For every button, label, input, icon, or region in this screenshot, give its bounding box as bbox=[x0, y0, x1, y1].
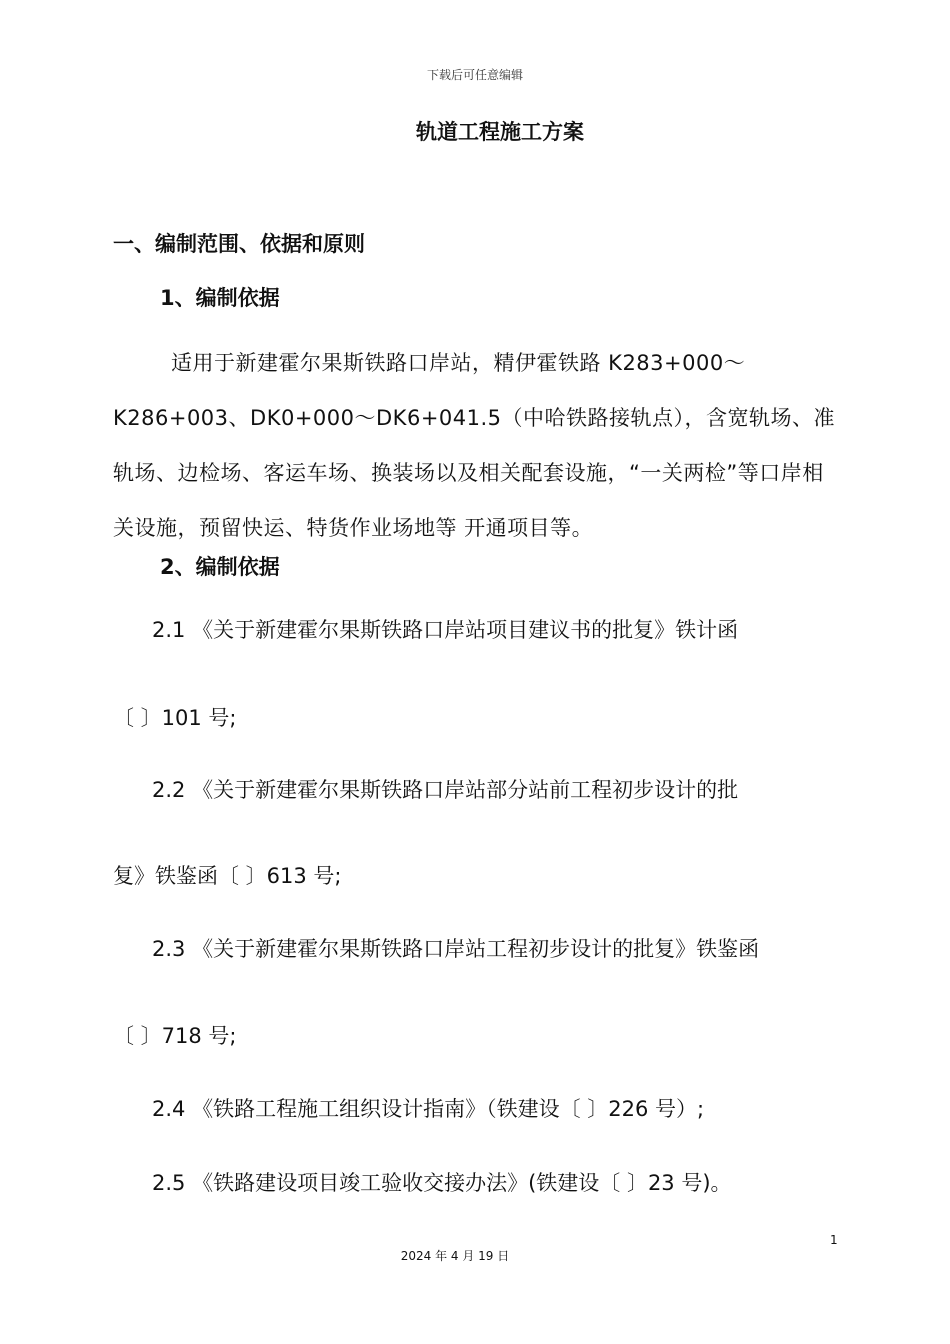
reference-item-3: 2.3 《关于新建霍尔果斯铁路口岸站工程初步设计的批复》铁鉴函 bbox=[152, 937, 760, 961]
footer-date: 2024 年 4 月 19 日 bbox=[400, 1249, 510, 1263]
reference-item-4: 2.4 《铁路工程施工组织设计指南》（铁建设〔 〕226 号）; bbox=[152, 1097, 705, 1121]
reference-item-2: 2.2 《关于新建霍尔果斯铁路口岸站部分站前工程初步设计的批 bbox=[152, 778, 739, 802]
document-title: 轨道工程施工方案 bbox=[416, 120, 584, 144]
reference-item-1-cont: 〔 〕101 号; bbox=[113, 706, 237, 730]
reference-item-1: 2.1 《关于新建霍尔果斯铁路口岸站项目建议书的批复》铁计函 bbox=[152, 618, 739, 642]
reference-item-5: 2.5 《铁路建设项目竣工验收交接办法》(铁建设〔 〕23 号)。 bbox=[152, 1171, 732, 1195]
section-heading: 一、编制范围、依据和原则 bbox=[113, 232, 365, 256]
reference-item-2-cont: 复》铁鉴函〔 〕613 号; bbox=[113, 864, 342, 888]
subsection-heading-1: 1、编制依据 bbox=[160, 286, 280, 310]
subsection-heading-2: 2、编制依据 bbox=[160, 555, 280, 579]
scope-paragraph: 适用于新建霍尔果斯铁路口岸站，精伊霍铁路 K283+000～K286+003、DK0+000～DK6+041.5（中哈铁路接轨点），含宽轨场、准轨场、边检场、客运车场、换装场以及相关配套设施，“一关两检”等口岸相关设施，预留快运、特货作业场地等 开通项目等。 bbox=[113, 351, 836, 540]
page-number: 1 bbox=[830, 1233, 838, 1247]
reference-item-3-cont: 〔 〕718 号; bbox=[113, 1024, 237, 1048]
header-note: 下载后可任意编辑 bbox=[426, 68, 523, 82]
